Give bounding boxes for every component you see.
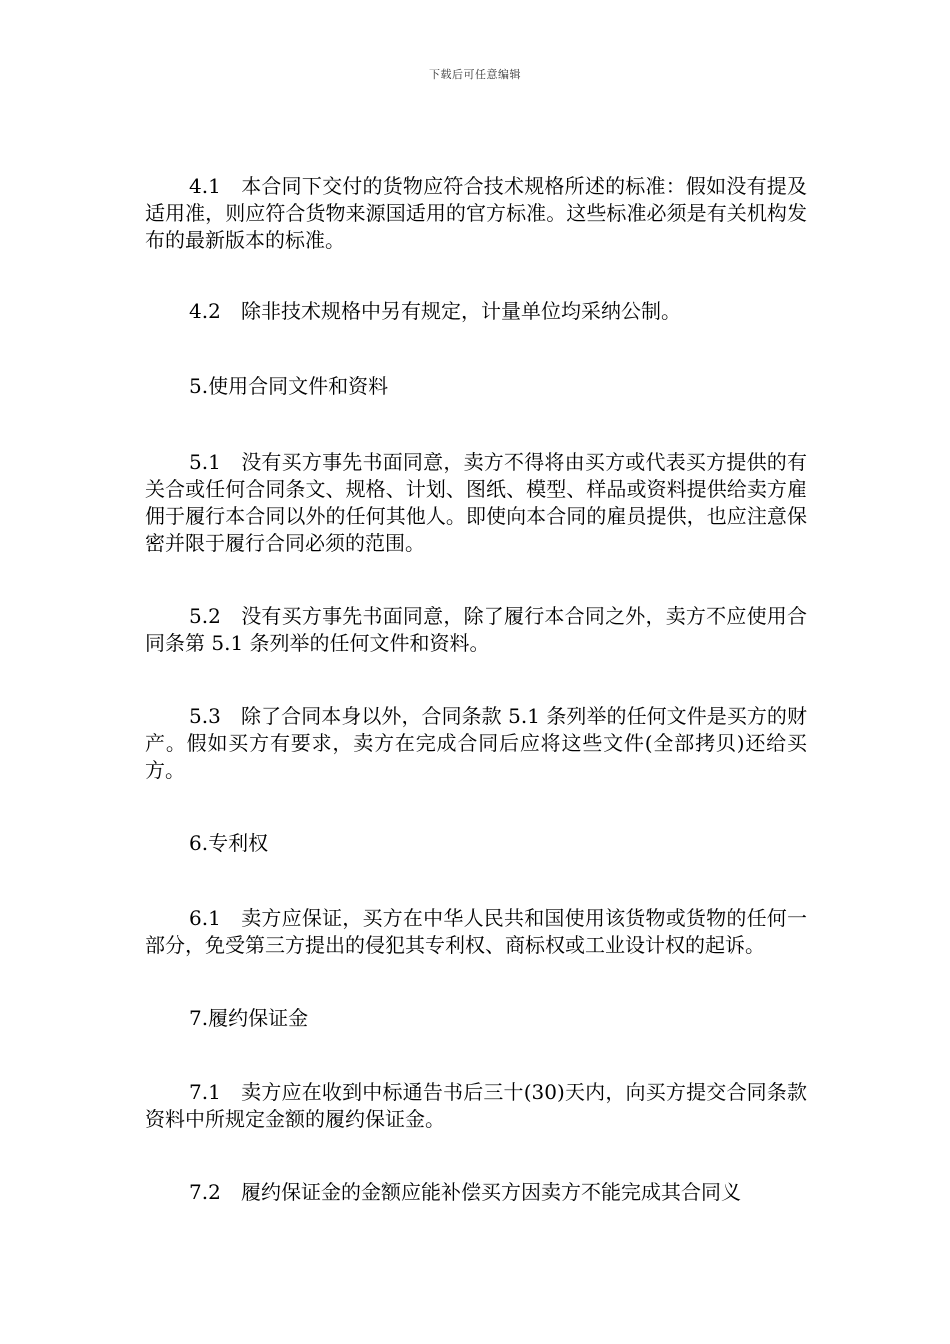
clause-number: 4.2	[189, 299, 221, 323]
clause-text: 本合同下交付的货物应符合技术规格所述的标准：假如没有提及适用准，则应符合货物来源国适用的官方标准。这些标准必须是有关机构发布的最新版本的标准。	[145, 174, 807, 252]
section-heading-7	[145, 1005, 807, 1032]
section-number: 7.	[189, 1006, 209, 1030]
clause-number: 7.2	[189, 1180, 221, 1204]
section-title: 履约保证金	[208, 1006, 309, 1030]
section-title: 使用合同文件和资料	[208, 374, 389, 398]
section-number: 6.	[189, 831, 209, 855]
clause-text: 履约保证金的金额应能补偿买方因卖方不能完成其合同义	[241, 1180, 741, 1204]
clause-number: 6.1	[189, 906, 221, 930]
clause-text: 卖方应在收到中标通告书后三十(30)天内，向买方提交合同条款资料中所规定金额的履约保证金。	[145, 1080, 807, 1131]
clause-5-2	[145, 603, 807, 657]
section-heading-6	[145, 830, 807, 857]
clause-text: 除非技术规格中另有规定，计量单位均采纳公制。	[241, 299, 681, 323]
section-number: 5.	[189, 374, 209, 398]
section-title: 专利权	[208, 831, 269, 855]
clause-7-1	[145, 1079, 807, 1133]
clause-text: 除了合同本身以外，合同条款 5.1 条列举的任何文件是买方的财产。假如买方有要求，卖方在完成合同后应将这些文件(全部拷贝)还给买方。	[145, 704, 807, 782]
clause-text: 没有买方事先书面同意，除了履行本合同之外，卖方不应使用合同条第 5.1 条列举的任何文件和资料。	[145, 604, 807, 655]
clause-5-1	[145, 449, 807, 557]
clause-number: 7.1	[189, 1080, 221, 1104]
clause-4-2	[145, 298, 807, 325]
clause-7-2	[145, 1179, 807, 1206]
document-body	[145, 173, 807, 1206]
clause-number: 5.1	[189, 450, 221, 474]
clause-text: 没有买方事先书面同意，卖方不得将由买方或代表买方提供的有关合或任何合同条文、规格、计划、图纸、模型、样品或资料提供给卖方雇佣于履行本合同以外的任何其他人。即使向本合同的雇员提供，也应注意保密并限于履行合同必须的范围。	[145, 450, 807, 555]
clause-number: 4.1	[189, 174, 221, 198]
clause-6-1	[145, 905, 807, 959]
clause-number: 5.2	[189, 604, 221, 628]
clause-5-3	[145, 703, 807, 784]
clause-4-1	[145, 173, 807, 254]
page-header: 下载后可任意编辑	[429, 68, 521, 81]
clause-text: 卖方应保证，买方在中华人民共和国使用该货物或货物的任何一部分，免受第三方提出的侵犯其专利权、商标权或工业设计权的起诉。	[145, 906, 807, 957]
section-heading-5	[145, 373, 807, 400]
clause-number: 5.3	[189, 704, 221, 728]
